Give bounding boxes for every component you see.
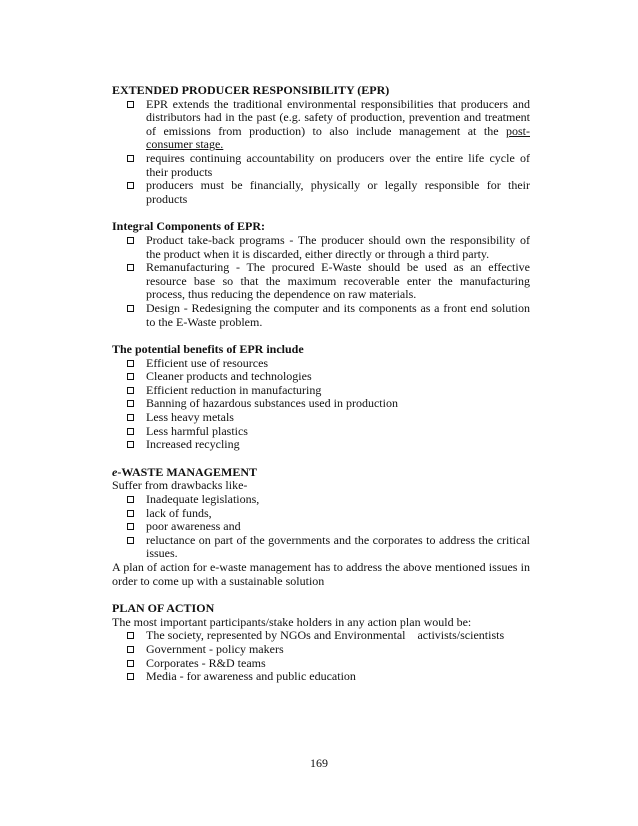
benefit-item-text: Efficient reduction in manufacturing xyxy=(146,382,322,397)
checkbox-bullet-icon xyxy=(127,101,134,108)
component-item-text: Remanufacturing - The procured E-Waste should be used as an effective resource base so that the maximum recoverable enter the manufacturing process, thus reducing the dependence on raw materials. xyxy=(146,260,530,302)
list-item xyxy=(146,384,530,398)
list-item xyxy=(146,234,530,261)
page-number: 169 xyxy=(310,756,328,770)
epr-item-text: requires continuing accountability on producers over the entire life cycle of their products xyxy=(146,150,530,179)
list-item xyxy=(146,520,530,534)
ewaste-heading-rest: -WASTE MANAGEMENT xyxy=(117,464,258,479)
checkbox-bullet-icon xyxy=(127,305,134,312)
checkbox-bullet-icon xyxy=(127,373,134,380)
drawbacks-list xyxy=(112,493,530,561)
list-item xyxy=(146,411,530,425)
checkbox-bullet-icon xyxy=(127,537,134,544)
stakeholder-item-text: Media - for awareness and public education xyxy=(146,669,356,684)
post-consumer-stage-text: post-consumer stage. xyxy=(146,123,530,152)
list-item xyxy=(146,152,530,179)
checkbox-bullet-icon xyxy=(127,428,134,435)
component-item-text: Product take-back programs - The producer should own the responsibility of the product when it is discarded, either directly or through a third party. xyxy=(146,232,530,261)
epr-item-text: producers must be financially, physically or legally responsible for their products xyxy=(146,178,530,206)
drawback-item-text: Inadequate legislations, xyxy=(146,492,260,507)
document-page xyxy=(112,84,530,684)
ewaste-heading-prefix: e xyxy=(112,464,118,479)
list-item xyxy=(146,357,530,371)
checkbox-bullet-icon xyxy=(127,400,134,407)
ewaste-heading xyxy=(112,466,530,480)
checkbox-bullet-icon xyxy=(127,510,134,517)
ewaste-intro: Suffer from drawbacks like- xyxy=(112,478,248,493)
component-item-text: Design - Redesigning the computer and its components as a front end solution to the E-Waste problem. xyxy=(146,300,530,329)
checkbox-bullet-icon xyxy=(127,646,134,653)
list-item xyxy=(146,643,530,657)
list-item xyxy=(146,302,530,329)
list-item xyxy=(146,534,530,561)
stakeholders-list xyxy=(112,629,530,683)
checkbox-bullet-icon xyxy=(127,182,134,189)
checkbox-bullet-icon xyxy=(127,523,134,530)
stakeholder-item-text: Corporates - R&D teams xyxy=(146,655,266,670)
list-item xyxy=(146,370,530,384)
checkbox-bullet-icon xyxy=(127,632,134,639)
list-item xyxy=(146,657,530,671)
list-item xyxy=(146,261,530,302)
drawback-item-text: poor awareness and xyxy=(146,519,241,534)
list-item xyxy=(146,629,530,643)
benefit-item-text: Less heavy metals xyxy=(146,410,234,425)
components-list xyxy=(112,234,530,329)
list-item xyxy=(146,507,530,521)
components-heading: Integral Components of EPR: xyxy=(112,219,265,234)
checkbox-bullet-icon xyxy=(127,673,134,680)
benefit-item-text: Banning of hazardous substances used in production xyxy=(146,396,398,411)
checkbox-bullet-icon xyxy=(127,360,134,367)
list-item xyxy=(146,425,530,439)
checkbox-bullet-icon xyxy=(127,264,134,271)
list-item xyxy=(146,98,530,152)
stakeholder-item-text: Government - policy makers xyxy=(146,641,284,656)
checkbox-bullet-icon xyxy=(127,496,134,503)
checkbox-bullet-icon xyxy=(127,441,134,448)
list-item xyxy=(146,670,530,684)
drawback-item-text: lack of funds, xyxy=(146,505,212,520)
list-item xyxy=(146,493,530,507)
plan-heading: PLAN OF ACTION xyxy=(112,601,215,616)
checkbox-bullet-icon xyxy=(127,387,134,394)
stakeholder-item-text: The society, represented by NGOs and Environmental activists/scientists xyxy=(146,628,505,643)
benefits-heading: The potential benefits of EPR include xyxy=(112,342,304,357)
benefit-item-text: Less harmful plastics xyxy=(146,423,248,438)
plan-intro: The most important participants/stake holders in any action plan would be: xyxy=(112,614,472,629)
drawback-item-text: reluctance on part of the governments and the corporates to address the critical issues. xyxy=(146,532,530,561)
checkbox-bullet-icon xyxy=(127,237,134,244)
checkbox-bullet-icon xyxy=(127,660,134,667)
checkbox-bullet-icon xyxy=(127,155,134,162)
checkbox-bullet-icon xyxy=(127,414,134,421)
epr-list xyxy=(112,98,530,207)
benefit-item-text: Increased recycling xyxy=(146,437,240,452)
list-item xyxy=(146,397,530,411)
benefit-item-text: Efficient use of resources xyxy=(146,355,269,370)
plan-paragraph: A plan of action for e-waste management has to address the above mentioned issues in order to come up with a sustainable solution xyxy=(112,560,530,588)
epr-item-text: EPR extends the traditional environmental responsibilities that producers and distributors had in the past (e.g. safety of production, prevention and treatment of emissions from production) to also include management at the xyxy=(146,96,530,138)
benefits-list xyxy=(112,357,530,452)
benefit-item-text: Cleaner products and technologies xyxy=(146,369,312,384)
list-item xyxy=(146,438,530,452)
epr-heading: EXTENDED PRODUCER RESPONSIBILITY (EPR) xyxy=(112,83,390,97)
list-item xyxy=(146,179,530,206)
